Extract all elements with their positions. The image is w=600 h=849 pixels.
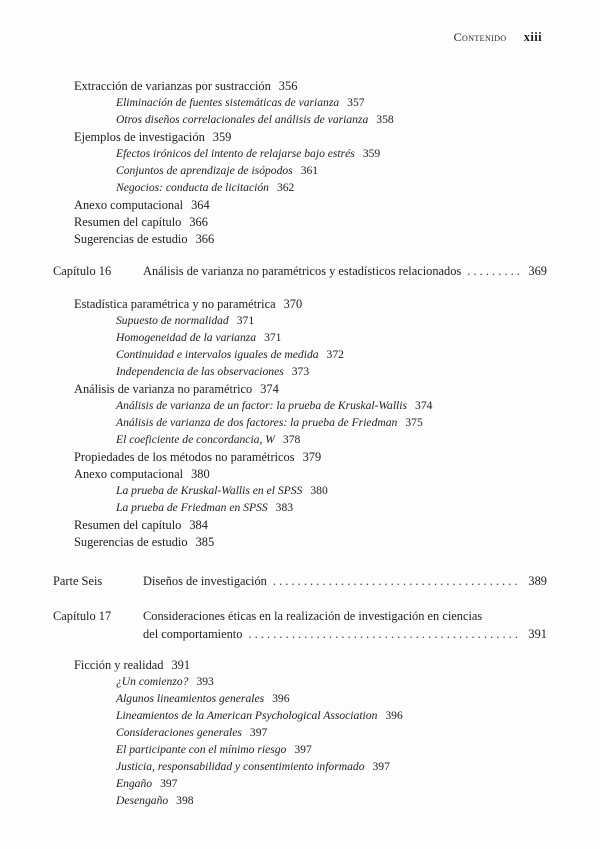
toc-entry: Propiedades de los métodos no paramétricos 379 <box>74 450 322 464</box>
toc-entry: Sugerencias de estudio 385 <box>74 535 215 549</box>
running-header <box>454 30 542 45</box>
toc-entry: Sugerencias de estudio 366 <box>74 232 215 246</box>
chapter-16-label: Capítulo 16 <box>53 264 112 278</box>
toc-subentry: Lineamientos de la American Psychological Association 396 <box>116 709 403 722</box>
toc-subentry: El coeficiente de concordancia, W 378 <box>116 433 301 446</box>
toc-subentry: Consideraciones generales 397 <box>116 726 268 739</box>
dot-leader <box>467 263 521 279</box>
toc-entry: Ficción y realidad 391 <box>74 658 191 672</box>
toc-subentry: Análisis de varianza de un factor: la prueba de Kruskal-Wallis 374 <box>116 399 433 412</box>
toc-subentry: Algunos lineamientos generales 396 <box>116 692 290 705</box>
toc-subentry: La prueba de Kruskal-Wallis en el SPSS 380 <box>116 484 328 497</box>
toc-subentry: Análisis de varianza de dos factores: la prueba de Friedman 375 <box>116 416 423 429</box>
chapter-17-title-line-2: del comportamiento <box>143 627 243 641</box>
toc-subentry: Engaño 397 <box>116 777 178 790</box>
chapter-16-page: 369 <box>528 264 547 278</box>
toc-entry: Extracción de varianzas por sustracción 356 <box>74 79 298 93</box>
dot-leader <box>273 573 521 589</box>
dot-leader <box>248 626 521 642</box>
toc-subentry: Supuesto de normalidad 371 <box>116 314 255 327</box>
part-6-label: Parte Seis <box>53 574 103 588</box>
running-header-section: Contenido <box>453 30 507 44</box>
chapter-17-label: Capítulo 17 <box>53 609 112 623</box>
toc-entry: Resumen del capítulo 366 <box>74 215 208 229</box>
toc-entry: Ejemplos de investigación 359 <box>74 130 232 144</box>
toc-entry: Anexo computacional 380 <box>74 467 210 481</box>
toc-subentry: El participante con el mínimo riesgo 397 <box>116 743 312 756</box>
toc-subentry: ¿Un comienzo? 393 <box>116 675 214 688</box>
toc-subentry: Justicia, responsabilidad y consentimiento informado 397 <box>116 760 390 773</box>
toc-subentry: Desengaño 398 <box>116 794 194 807</box>
toc-subentry: Continuidad e intervalos iguales de medida 372 <box>116 348 344 361</box>
toc-subentry: Homogeneidad de la varianza 371 <box>116 331 282 344</box>
toc-subentry: Negocios: conducta de licitación 362 <box>116 181 295 194</box>
toc-entry: Estadística paramétrica y no paramétrica 370 <box>74 297 303 311</box>
toc-entry: Resumen del capítulo 384 <box>74 518 208 532</box>
toc-subentry: Independencia de las observaciones 373 <box>116 365 310 378</box>
toc-entry: Anexo computacional 364 <box>74 198 210 212</box>
toc-subentry: Eliminación de fuentes sistemáticas de varianza 357 <box>116 96 365 109</box>
toc-subentry: La prueba de Friedman en SPSS 383 <box>116 501 294 514</box>
chapter-17-title-line-1: Consideraciones éticas en la realización de investigación en ciencias <box>143 609 483 623</box>
chapter-16-title: Análisis de varianza no paramétricos y estadísticos relacionados <box>143 264 462 278</box>
toc-subentry: Efectos irónicos del intento de relajarse bajo estrés 359 <box>116 147 381 160</box>
chapter-17-page: 391 <box>528 627 547 641</box>
part-6-page: 389 <box>528 574 547 588</box>
toc-subentry: Otros diseños correlacionales del análisis de varianza 358 <box>116 113 394 126</box>
toc-subentry: Conjuntos de aprendizaje de isópodos 361 <box>116 164 319 177</box>
part-6-title: Diseños de investigación <box>143 574 267 588</box>
toc-entry: Análisis de varianza no paramétrico 374 <box>74 382 279 396</box>
chapter-17-heading <box>53 608 547 642</box>
running-header-page-number: xiii <box>523 30 542 44</box>
